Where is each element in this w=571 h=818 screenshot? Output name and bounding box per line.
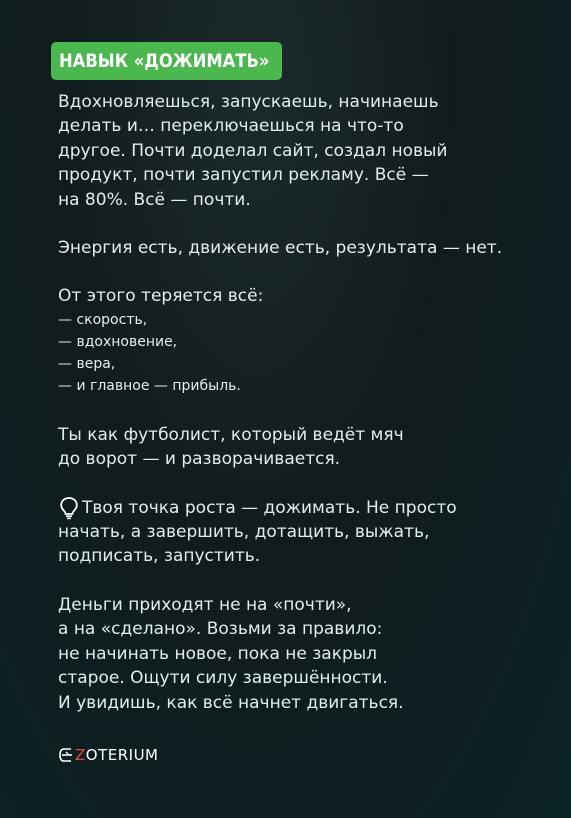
paragraph-footballer — [58, 423, 538, 472]
title-badge — [51, 42, 282, 80]
text-line: Деньги приходят не на «почти», — [58, 594, 352, 615]
text-line: Вдохновляешься, запускаешь, начинаешь — [58, 92, 439, 112]
lightbulb-icon — [59, 496, 79, 520]
text-line: а на «сделано». Возьми за правило: — [58, 619, 383, 640]
text-line — [58, 496, 538, 520]
content-body — [58, 90, 538, 715]
text-line-content: Твоя точка роста — дожимать. Не просто — [82, 497, 457, 518]
text-line: начать, а завершить, дотащить, выжать, — [58, 522, 430, 543]
text-line: делать и… переключаешься на что-то — [58, 116, 404, 137]
ezoterium-logo-icon — [58, 746, 74, 764]
text-line: старое. Ощути силу завершённости. — [58, 668, 388, 689]
text-line: не начинать новое, пока не закрыл — [58, 643, 378, 664]
spacer — [58, 212, 538, 236]
paragraph-growth — [58, 496, 538, 569]
brand-name-accent: Z — [75, 746, 86, 764]
paragraph-money — [58, 593, 538, 715]
losses-list — [58, 309, 538, 397]
text-line: на 80%. Всё — почти. — [58, 189, 251, 210]
page-title: НАВЫК «ДОЖИМАТЬ» — [59, 50, 270, 72]
list-item: — вера, — [58, 355, 116, 372]
text-line: Ты как футболист, который ведёт мяч — [58, 424, 404, 445]
spacer — [58, 569, 538, 593]
paragraph-energy — [58, 236, 538, 260]
brand-logo — [58, 746, 159, 764]
spacer — [58, 397, 538, 423]
brand-name-rest: OTERIUM — [85, 746, 159, 764]
list-item: — вдохновение, — [58, 333, 178, 350]
spacer — [58, 260, 538, 284]
text-line: От этого теряется всё: — [58, 286, 264, 307]
text-line: до ворот — и разворачивается. — [58, 449, 341, 470]
brand-name — [75, 746, 159, 764]
list-item: — и главное — прибыль. — [58, 377, 241, 394]
text-line: другое. Почти доделал сайт, создал новый — [58, 140, 448, 161]
spacer — [58, 472, 538, 496]
paragraph-losses — [58, 284, 538, 308]
text-line: продукт, почти запустил рекламу. Всё — — [58, 165, 429, 186]
text-line: И увидишь, как всё начнет двигаться. — [58, 692, 404, 713]
text-line: подписать, запустить. — [58, 546, 261, 567]
text-line: Энергия есть, движение есть, результата — нет. — [58, 238, 503, 259]
paragraph-intro — [58, 90, 538, 212]
list-item: — скорость, — [58, 311, 148, 328]
